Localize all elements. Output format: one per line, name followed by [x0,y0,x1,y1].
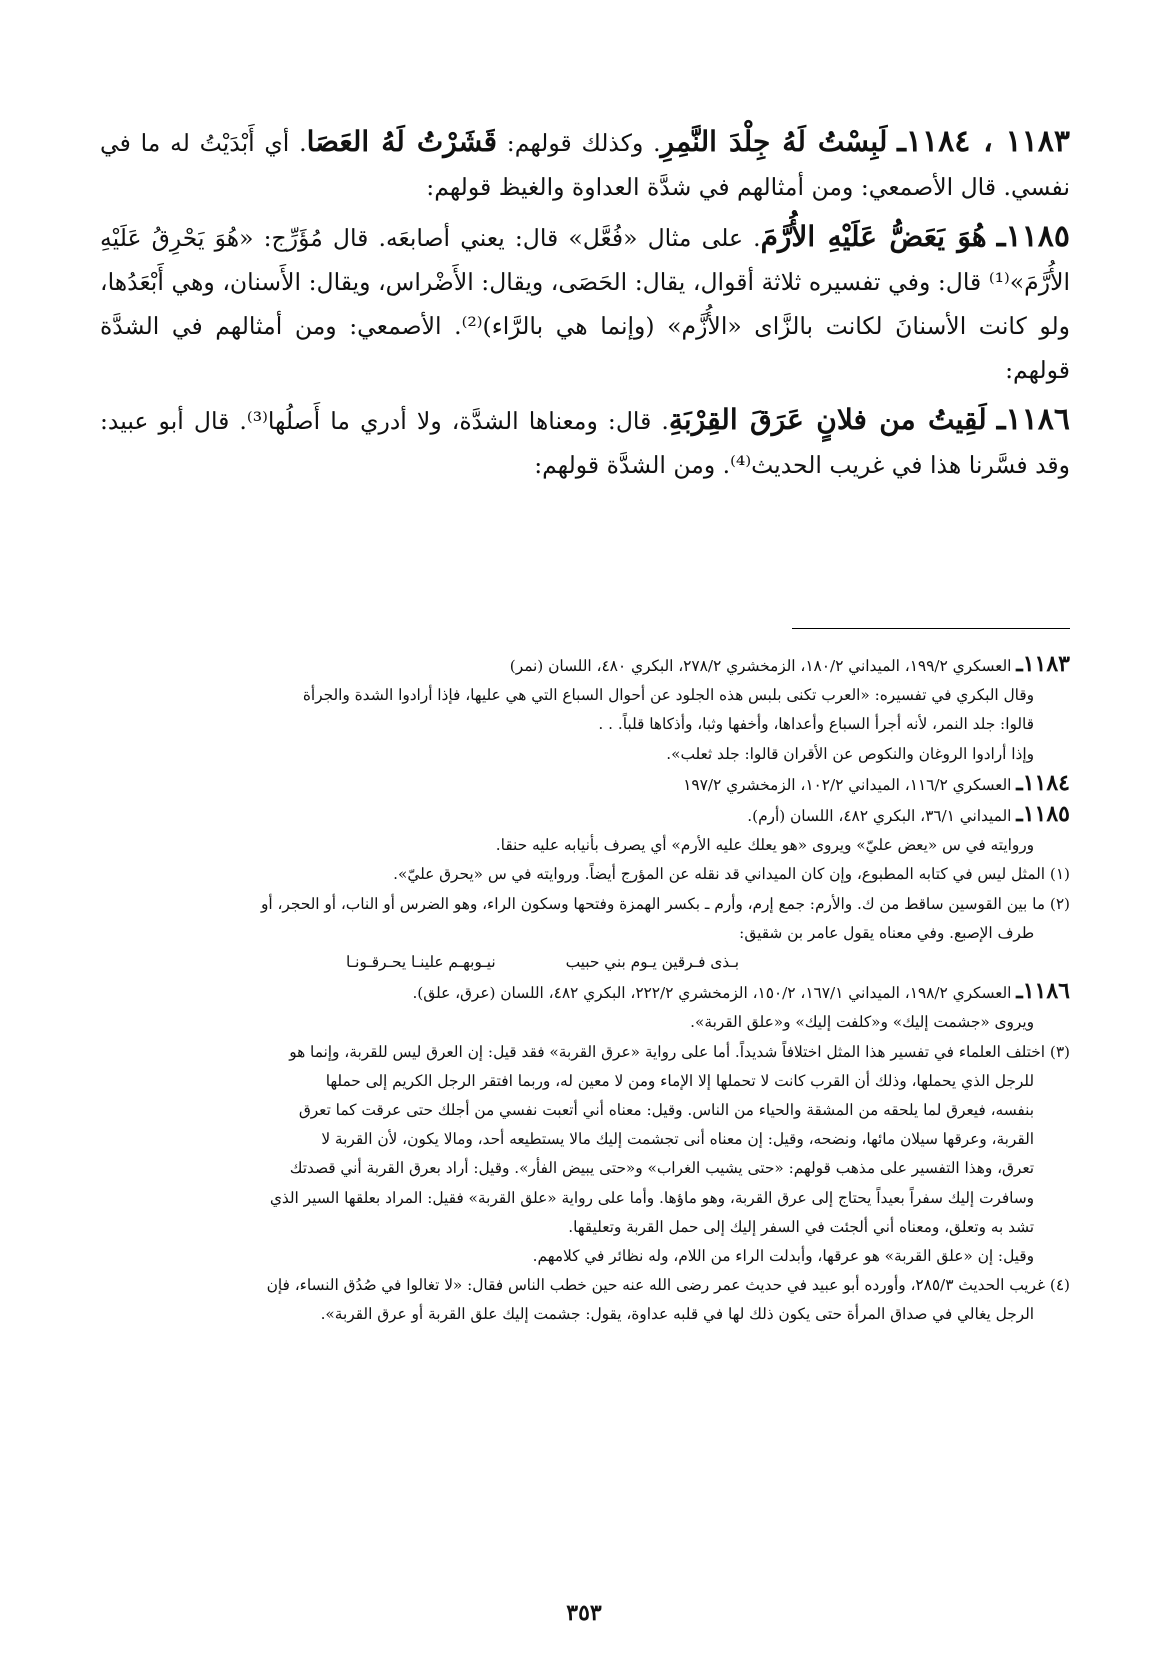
note-1184 [95,769,1070,800]
note-number: ١١٨٤ـ [1016,769,1070,796]
entry-text: . وكذلك قولهم: [506,129,661,157]
entry-number: ١١٨٥ـ [996,219,1070,254]
entry-1185 [100,215,1070,392]
footnotes [95,650,1070,1330]
page-number: ٣٥٣ [566,1600,602,1626]
entry-1186 [100,398,1070,487]
footnote-3: (٣) اختلف العلماء في تفسير هذا المثل اختلافاً شديداً. أما على رواية «عرق القربة» فقد قيل: إن العرق ليس للقربة، وإنما هو [289,1042,1070,1061]
footnote-1: (١) المثل ليس في كتابه المطبوع، وإن كان الميداني قد نقله عن المؤرج أيضاً. وروايته في س «يحرق عليّ». [393,865,1070,884]
note-number: ١١٨٣ـ [1016,651,1070,677]
note-line: تشد به وتعلق، ومعناه أني ألجئت في السفر إليك إلى حمل القربة وتعليقها. [568,1217,1034,1236]
note-line: وقيل: إن «علق القربة» هو عرقها، وأبدلت الراء من اللام، وله نظائر في كلامهم. [532,1247,1034,1266]
footnote-divider [792,628,1070,629]
verse-hemistich-left: نيـوبهـم علينـا يحـرقـونـا [345,953,496,972]
note-text: العسكري ١١٦/٢، الميداني ١٠٢/٢، الزمخشري ١٩٧/٢ [683,775,1012,794]
proverb: لَبِسْتُ لَهُ جِلْدَ النَّمِرِ [660,125,888,158]
note-line: وقال البكري في تفسيره: «العرب تكنى بلبس هذه الجلود عن أحوال السباع التي هي عليها، فإذا أرادوا الشدة والجرأة [302,686,1034,705]
main-text [100,120,1070,493]
note-number: ١١٨٦ـ [1016,978,1070,1005]
entry-number: ١١٨٦ـ [996,402,1070,437]
note-text: العسكري ١٩٨/٢، الميداني ١٦٧/١، ١٥٠/٢، الزمخشري ٢٢٢/٢، البكري ٤٨٢، اللسان (عرق، علق). [412,984,1012,1003]
proverb: هُوَ يَعَضُّ عَلَيْهِ الأُرَّمَ [760,220,987,253]
note-line: قالوا: جلد النمر، لأنه أجرأ السباع وأعداها، وأخفها وثبا، وأذكاها قلباً. . . [598,715,1034,734]
verse-hemistich-right: بـذى فـرقين يـوم بني حبيب [565,953,740,972]
note-line: وروايته في س «يعض عليّ» ويروى «هو يعلك عليه الأرم» أي يصرف بأنيابه عليه حنقا. [495,836,1034,855]
verse [95,948,1070,977]
note-1185 [95,800,1070,831]
proverb: قَشَرْتُ لَهُ العَصَا [306,125,498,158]
note-line: للرجل الذي يحملها، وذلك أن القرب كانت لا تحملها إلا الإماء ومن لا معين له، وربما افتقر الرجل الكريم إلى حملها [325,1071,1034,1090]
footnote-4: (٤) غريب الحديث ٢٨٥/٣، وأورده أبو عبيد في حديث عمر رضى الله عنه حين خطب الناس فقال: «لا تغالوا في صُدُق النساء، فإن [266,1276,1070,1295]
note-number: ١١٨٥ـ [1016,801,1070,828]
entry-text: . قال: ومعناها الشدَّة، ولا أدري ما أَصلُها⁽³⁾. قال أبو عبيد: وقد فسَّرنا هذا في غريب الحديث⁽⁴⁾. ومن الشدَّة قولهم: [100,407,1070,479]
proverb: لَقِيتُ من فلانٍ عَرَقَ القِرْبَةِ [668,403,987,436]
note-text: الميداني ٣٦/١، البكري ٤٨٢، اللسان (أرم). [747,807,1012,826]
note-text: العسكري ١٩٩/٢، الميداني ١٨٠/٢، الزمخشري ٢٧٨/٢، البكري ٤٨٠، اللسان (نمر) [509,657,1012,675]
note-line: وسافرت إليك سفراً بعيداً يحتاج إلى عرق القربة، وهو ماؤها. وأما على رواية «علق القربة» فقيل: المراد بعلقها السير الذي [269,1188,1034,1207]
note-line: ويروى «جشمت إليك» و«كلفت إليك» و«علق القربة». [690,1013,1034,1032]
entry-text: . على مثال «فُعَّل» قال: يعني أصابعَه. قال مُؤَرِّج: «هُوَ يَحْرِقُ عَلَيْهِ الأُرَّمَ»⁽¹⁾ قال: وفي تفسيره ثلاثة أقوال، يقال: الحَصَى، ويقال: الأَضْراس، ويقال: الأَسنان، وهي أَبْعَدُها، ولو كانت الأسنانَ لكانت بالزَّاى «الأُزَّم» (وإنما هي بالرَّاء)⁽²⁾. الأصمعي: ومن أمثالهم في الشدَّة قولهم: [100,224,1070,384]
entry-1183-1184 [100,120,1070,209]
note-1186 [95,977,1070,1008]
entry-number: ١١٨٣ ، ١١٨٤ـ [897,124,1070,159]
note-line: وإذا أرادوا الروغان والنكوص عن الأقران قالوا: جلد ثعلب». [666,744,1034,763]
entry-text: . أي أَبْدَيْتُ له ما في نفسي. قال الأصمعي: ومن أمثالهم في شدَّة العداوة والغيظ قولهم: [100,129,1070,201]
note-line: طرف الإصبع. وفي معناه يقول عامر بن شقيق: [739,923,1034,942]
note-1183 [95,650,1070,681]
footnote-2: (٢) ما بين القوسين ساقط من ك. والأرم: جمع إرم، وأرم ـ بكسر الهمزة وفتحها وسكون الراء، وهو الضرس أو الناب، أو الحجر، أو [260,894,1070,913]
note-line: تعرق، وهذا التفسير على مذهب قولهم: «حتى يشيب الغراب» و«حتى يبيض الفأر». وقيل: أراد بعرق القربة أني قصدتك [289,1159,1034,1178]
note-line: الرجل يغالي في صداق المرأة حتى يكون ذلك لها في قلبه عداوة، يقول: جشمت إليك علق القربة أو عرق القربة». [320,1305,1034,1324]
note-line: بنفسه، فيعرق لما يلحقه من المشقة والحياء من الناس. وقيل: معناه أني أتعبت نفسي من أجلك حتى عرقت كما تعرق [298,1101,1034,1120]
note-line: القربة، وعرقها سيلان مائها، ونضحه، وقيل: إن معناه أنى تجشمت إليك مالا يستطيعه أحد، ومالا يكون، لأن القربة لا [321,1130,1034,1149]
